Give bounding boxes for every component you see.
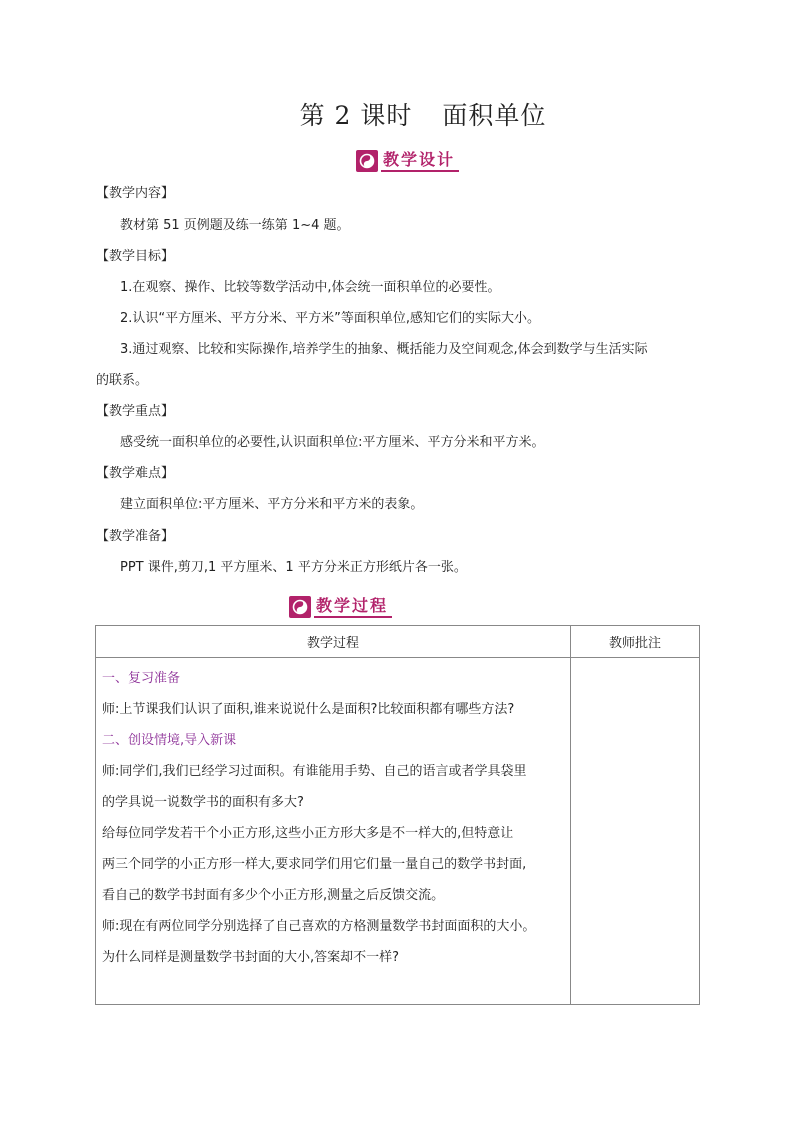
title-lesson-number: 第 2 课时	[299, 101, 413, 130]
text-line: 为什么同样是测量数学书封面的大小,答案却不一样?	[102, 950, 400, 965]
text-line: 的学具说一说数学书的面积有多大?	[102, 795, 304, 810]
goal-2: 2.认识“平方厘米、平方分米、平方米”等面积单位,感知它们的实际大小。	[120, 311, 541, 326]
difficulty-heading: 【教学难点】	[96, 466, 175, 481]
text-line: 师:上节课我们认识了面积,谁来说说什么是面积?比较面积都有哪些方法?	[102, 702, 515, 717]
difficulty-text: 建立面积单位:平方厘米、平方分米和平方米的表象。	[120, 497, 424, 512]
design-banner-label: 教学设计	[381, 150, 459, 172]
process-banner	[289, 596, 392, 618]
text-line: 给每位同学发若干个小正方形,这些小正方形大多是不一样大的,但特意让	[102, 826, 514, 841]
preparation-text: PPT 课件,剪刀,1 平方厘米、1 平方分米正方形纸片各一张。	[120, 560, 467, 575]
swirl-logo-icon	[289, 596, 311, 618]
preparation-heading: 【教学准备】	[96, 529, 175, 544]
goal-3-line-1: 3.通过观察、比较和实际操作,培养学生的抽象、概括能力及空间观念,体会到数学与生活实际	[120, 342, 648, 357]
text-line: 师:同学们,我们已经学习过面积。有谁能用手势、自己的语言或者学具袋里	[102, 764, 527, 779]
goals-heading: 【教学目标】	[96, 249, 175, 264]
process-column-header: 教学过程	[96, 626, 571, 658]
content-heading: 【教学内容】	[96, 186, 175, 201]
design-banner	[356, 150, 459, 172]
key-points-text: 感受统一面积单位的必要性,认识面积单位:平方厘米、平方分米和平方米。	[120, 435, 545, 450]
goal-1: 1.在观察、操作、比较等数学活动中,体会统一面积单位的必要性。	[120, 280, 501, 295]
content-text: 教材第 51 页例题及练一练第 1~4 题。	[120, 218, 350, 233]
key-points-heading: 【教学重点】	[96, 404, 175, 419]
notes-cell	[571, 658, 700, 1005]
table-row	[96, 658, 700, 1005]
notes-column-header: 教师批注	[571, 626, 700, 658]
table-header-row	[96, 626, 700, 658]
section-review: 一、复习准备	[102, 671, 181, 686]
section-intro: 二、创设情境,导入新课	[102, 733, 237, 748]
process-cell	[96, 658, 571, 1005]
process-banner-label: 教学过程	[314, 596, 392, 618]
goal-3-line-2: 的联系。	[96, 373, 149, 388]
title-topic: 面积单位	[442, 101, 547, 130]
text-line: 看自己的数学书封面有多少个小正方形,测量之后反馈交流。	[102, 888, 445, 903]
page-title	[0, 96, 794, 132]
text-line: 师:现在有两位同学分别选择了自己喜欢的方格测量数学书封面面积的大小。	[102, 919, 536, 934]
swirl-logo-icon	[356, 150, 378, 172]
text-line: 两三个同学的小正方形一样大,要求同学们用它们量一量自己的数学书封面,	[102, 857, 527, 872]
process-table	[95, 625, 700, 1005]
